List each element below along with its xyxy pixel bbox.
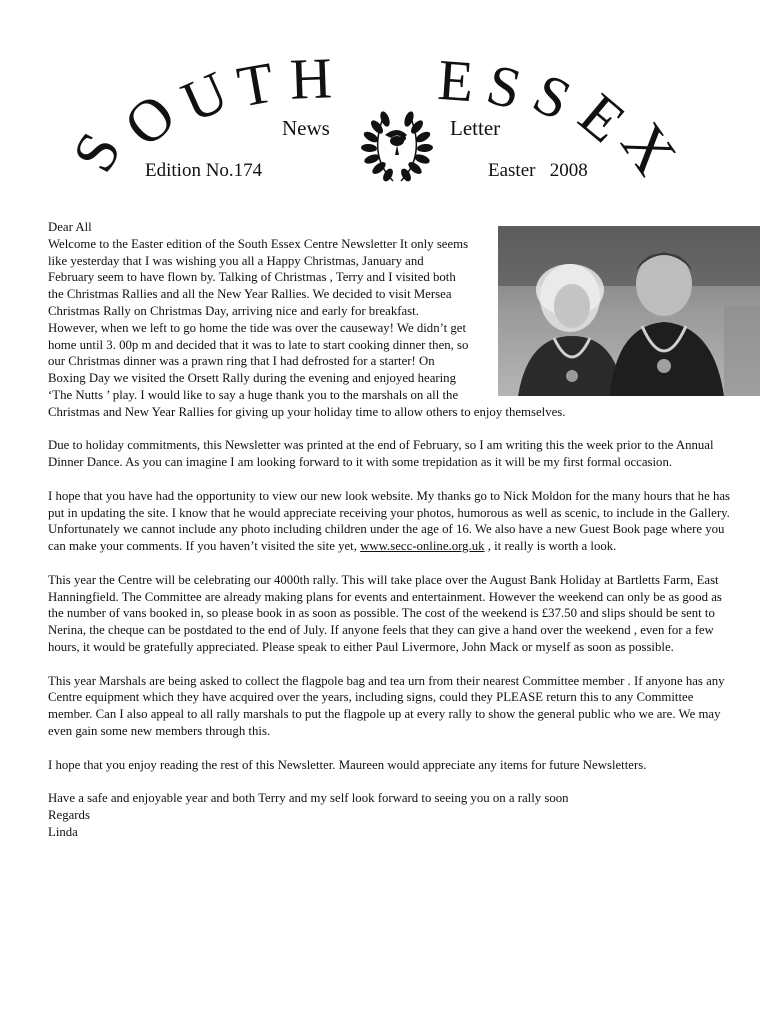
paragraph-website-tail: , it really is worth a look. <box>484 539 617 554</box>
masthead-letter-s1: S <box>59 121 134 183</box>
edition-number: Edition No.174 <box>145 160 263 181</box>
masthead-letter-x: X <box>607 111 690 187</box>
masthead-letter-e2: E <box>567 80 638 156</box>
masthead-letter-s2: S <box>480 51 528 122</box>
masthead-letter-s3: S <box>523 60 582 133</box>
masthead-letter-t1: T <box>232 49 279 120</box>
masthead-letter-label: Letter <box>450 116 501 140</box>
masthead-letter-u: U <box>172 58 238 135</box>
website-link[interactable]: www.secc-online.org.uk <box>360 539 485 554</box>
masthead-letter-h: H <box>288 45 333 112</box>
paragraph-welcome: Welcome to the Easter edition of the South Essex Centre Newsletter It only seems like yesterday that I was wishing you all a Happy Christmas, January and February seem to have flown by. Talking of Christmas , Terry and I visited both the Christmas Rallies and all the New Year Rallies. We decided to visit Mersea Christmas Rally on Christmas Day, arriving nice and early for breakfast. However, when we left to go home the tide was over the causeway! We didn’t get home until 3. 00p m and decided that it was to late to start cooking dinner then, so our Christmas dinner was a prawn ring that I had defrosted for a starter! On Boxing Day we visited the Orsett Rally during the evening and enjoyed hearing ‘The Nutts ’ play. I would like to say a huge thank you to the marshals on all the Christmas and New Year Rallies for giving up your holiday time to allow others to enjoy themselves. <box>48 236 566 419</box>
paragraph-enjoy: I hope that you enjoy reading the rest of this Newsletter. Maureen would appreciate any items for future Newsletters. <box>48 757 647 772</box>
paragraph-farewell: Have a safe and enjoyable year and both Terry and my self look forward to seeing you on a rally soon <box>48 791 569 806</box>
laurel-wreath-emblem-icon <box>355 105 439 185</box>
paragraph-website <box>48 488 738 555</box>
masthead-letter-o: O <box>111 80 188 160</box>
paragraph-marshals: This year Marshals are being asked to collect the flagpole bag and tea urn from their nearest Committee member . If anyone has any Centre equipment which they have acquired over the years, including signs, could they PLEASE return this to any Committee member. Can I also appeal to all rally marshals to put the flagpole up at every rally to show the general public who we are. We may even gain some new members through this. <box>48 673 725 738</box>
masthead-news-label: News <box>282 116 330 140</box>
photo-wrap-spacer <box>470 219 738 399</box>
closing: Regards <box>48 807 90 822</box>
paragraph-holiday: Due to holiday commitments, this Newsletter was printed at the end of February, so I am writing this the week prior to the Annual Dinner Dance. As you can imagine I am looking forward to it with some trepidation as it will be my first formal occasion. <box>48 438 714 470</box>
letter-body <box>48 219 738 840</box>
salutation: Dear All <box>48 220 92 234</box>
edition-season: Easter 2008 <box>488 160 588 181</box>
paragraph-website-text: I hope that you have had the opportunity to view our new look website. My thanks go to Nick Moldon for the many hours that he has put in updating the site. I know that he would appreciate receiving your photos, humorous as well as scenic, to include in the Gallery. Unfortunately we cannot include any photo including children under the age of 16. We also have a new Guest Book page where you can make your comments. If you haven’t visited the site yet, <box>48 488 731 554</box>
paragraph-4000th-rally: This year the Centre will be celebrating our 4000th rally. This will take place over the August Bank Holiday at Bartletts Farm, East Hanningfield. The Committee are already making plans for events and entertainment. However the weekend can only be as good as the number of vans booked in, so please book in as soon as possible. The cost of the weekend is £37.50 and slips should be sent to Nerina, the cheque can be postdated to the end of July. If anyone feels that they can give a hand over the weekend , even for a few hours, it would be gratefully appreciated. Please speak to either Paul Livermore, John Mack or myself as soon as possible. <box>48 572 722 654</box>
signature: Linda <box>48 824 78 839</box>
masthead-letter-e1: E <box>435 46 476 115</box>
